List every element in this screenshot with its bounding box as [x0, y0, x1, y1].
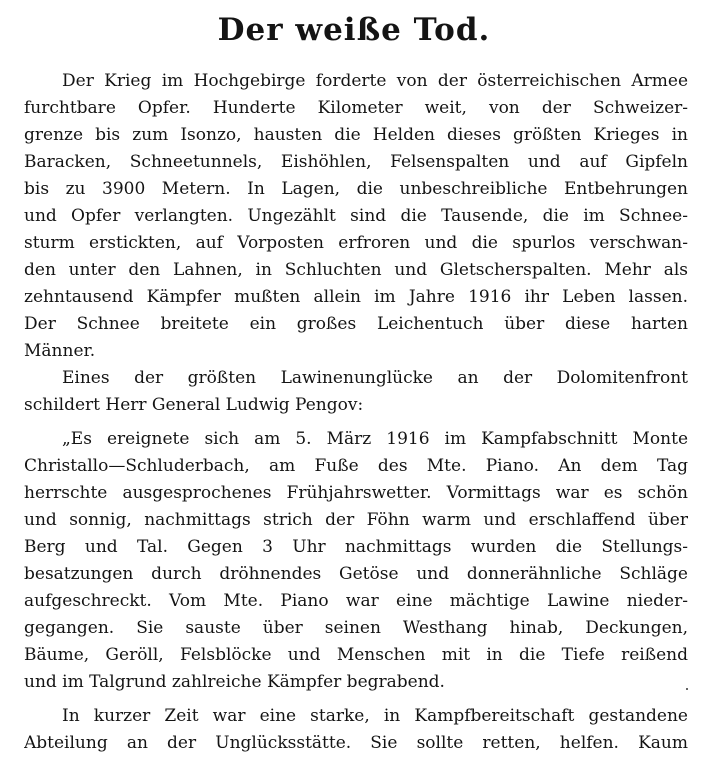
- text-line: Berg und Tal. Gegen 3 Uhr nachmittags wurden die Stellungs-: [24, 537, 688, 557]
- text-line: und sonnig, nachmittags strich der Föhn warm und erschlaffend über: [24, 510, 688, 530]
- text-line: Abteilung an der Unglücksstätte. Sie sollte retten, helfen. Kaum: [24, 733, 688, 753]
- text-line: besatzungen durch dröhnendes Getöse und donnerähnliche Schläge: [24, 564, 688, 584]
- text-line: furchtbare Opfer. Hunderte Kilometer weit, von der Schweizer-: [24, 98, 688, 118]
- text-line: und Opfer verlangten. Ungezählt sind die Tausende, die im Schnee-: [24, 206, 688, 226]
- text-line: grenze bis zum Isonzo, hausten die Helden dieses größten Krieges in: [24, 125, 688, 145]
- text-line: zehntausend Kämpfer mußten allein im Jahre 1916 ihr Leben lassen.: [24, 287, 688, 307]
- text-line: bis zu 3900 Metern. In Lagen, die unbeschreibliche Entbehrungen: [24, 179, 688, 199]
- text-line: Der Krieg im Hochgebirge forderte von der österreichischen Armee: [62, 71, 688, 91]
- text-line: In kurzer Zeit war eine starke, in Kampfbereitschaft gestandene: [62, 706, 688, 726]
- text-line: Der Schnee breitete ein großes Leichentuch über diese harten: [24, 314, 688, 334]
- document-title: Der weiße Tod.: [217, 12, 491, 48]
- text-line: den unter den Lahnen, in Schluchten und Gletscherspalten. Mehr als: [24, 260, 688, 280]
- text-line: Baracken, Schneetunnels, Eishöhlen, Felsenspalten und auf Gipfeln: [24, 152, 688, 172]
- text-line: sturm erstickten, auf Vorposten erfroren und die spurlos verschwan-: [24, 233, 688, 253]
- text-line: herrschte ausgesprochenes Frühjahrswetter. Vormittags war es schön: [24, 483, 688, 503]
- text-line: gegangen. Sie sauste über seinen Westhang hinab, Deckungen,: [24, 618, 688, 638]
- print-speck: [686, 688, 688, 690]
- text-line: schildert Herr General Ludwig Pengov:: [24, 395, 364, 415]
- text-line: aufgeschreckt. Vom Mte. Piano war eine mächtige Lawine nieder-: [24, 591, 688, 611]
- text-line: und im Talgrund zahlreiche Kämpfer begrabend.: [24, 672, 445, 692]
- text-line: Männer.: [24, 341, 96, 361]
- text-line: Bäume, Geröll, Felsblöcke und Menschen mit in die Tiefe reißend: [24, 645, 688, 665]
- text-line: „Es ereignete sich am 5. März 1916 im Kampfabschnitt Monte: [62, 429, 688, 449]
- text-line: Eines der größten Lawinenunglücke an der Dolomitenfront: [62, 368, 688, 388]
- text-line: Christallo—Schluderbach, am Fuße des Mte. Piano. An dem Tag: [24, 456, 688, 476]
